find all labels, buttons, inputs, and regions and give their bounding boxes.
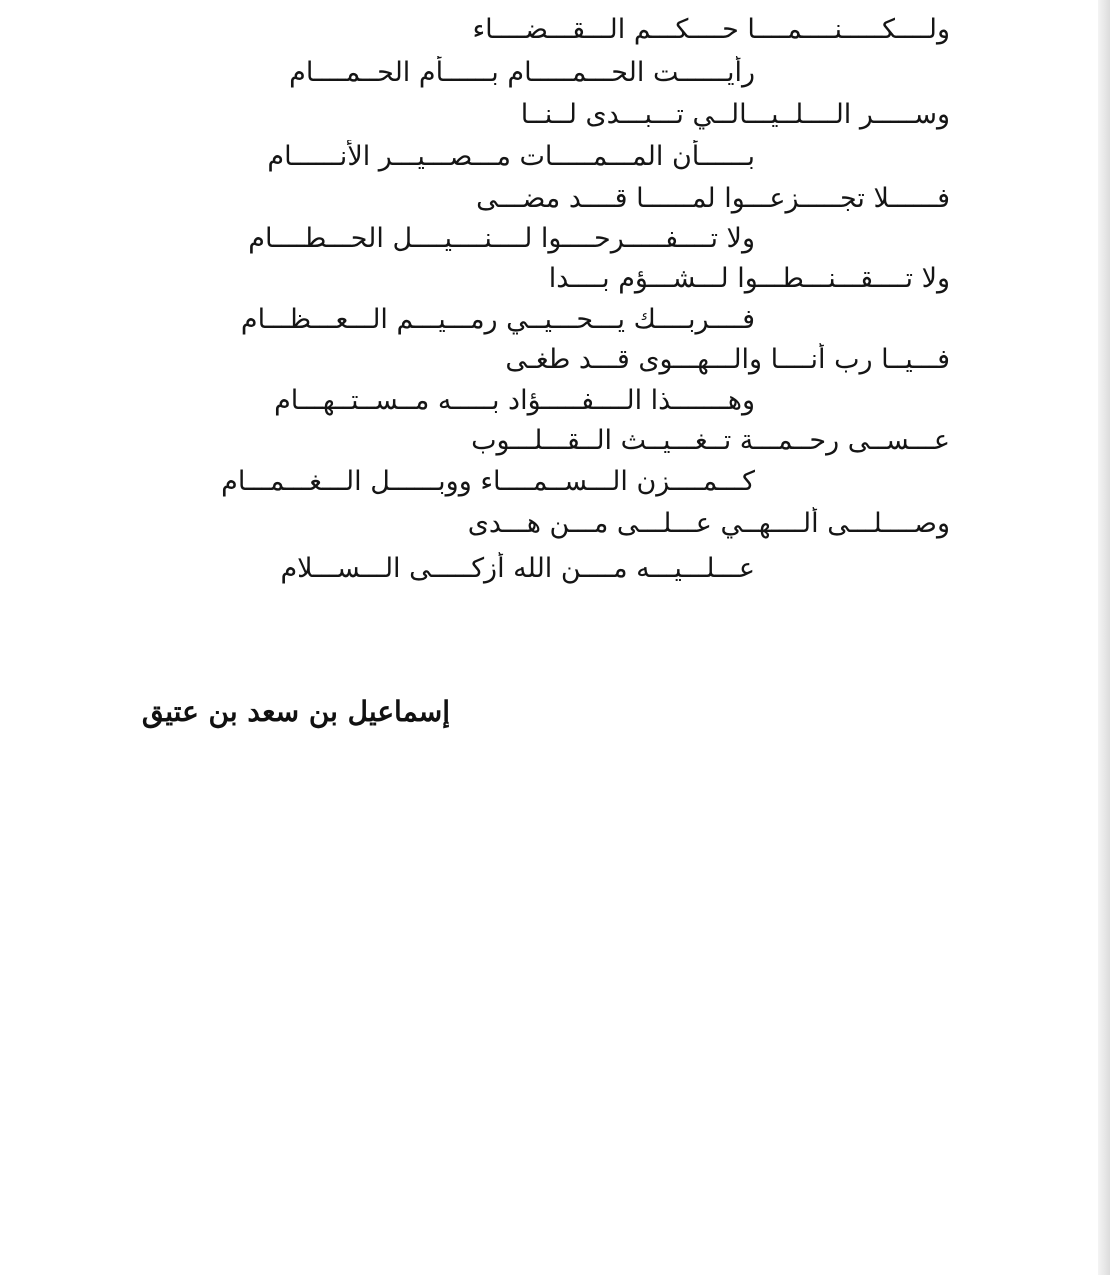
- author-signature: إسماعيل بن سعد بن عتيق: [141, 695, 450, 728]
- verse-line: فـــيــا رب أنــــا والـــهـــوى قـــد طغـى: [505, 344, 950, 375]
- verse-line: وهـــــــذا الــــفـــــؤاد بـــــه مــســتــهـــام: [274, 385, 755, 416]
- verse-line: ولا تــــقـــنـــطـــوا لـــشـــؤم بــــدا: [548, 263, 950, 294]
- verse-line: كـــمــــزن الـــســمــــاء ووبــــــل الـــغـــمـــام: [221, 466, 755, 497]
- page-edge-shadow: [1098, 0, 1110, 1275]
- verse-line: بــــــأن المـــمـــــات مـــصـــيـــر الأنــــــام: [267, 141, 755, 172]
- verse-line: ولــــكـــــنــــمــــا حــــكـــم الـــقـــضــــاء: [472, 14, 950, 45]
- poem: [0, 0, 1100, 600]
- verse-line: فــــربــــك يـــحـــيــي رمـــيـــم الـــعـــظـــام: [240, 304, 755, 335]
- verse-line: وصــــلـــى ألــــهــي عـــلـــى مـــن هـــدى: [467, 508, 950, 539]
- verse-line: وســـــر الــــلــيـــالــي تـــبـــدى لــنــا: [520, 99, 950, 130]
- verse-line: عـــلـــيـــه مــــن الله أزكـــــى الـــســـلام: [280, 553, 755, 584]
- verse-line: ولا تــــفـــــرحــــوا لــــنــــيــــل الحـــطــــام: [248, 223, 755, 254]
- verse-line: عـــســى رحــمـــة تــغـــيــث الــقـــلـــوب: [471, 425, 950, 456]
- verse-line: فــــــلا تجـــــزعـــوا لمــــــا قــــد مضـــى: [476, 183, 950, 214]
- verse-line: رأيــــــت الحـــمـــــام بــــــأم الحــمــــام: [289, 57, 755, 88]
